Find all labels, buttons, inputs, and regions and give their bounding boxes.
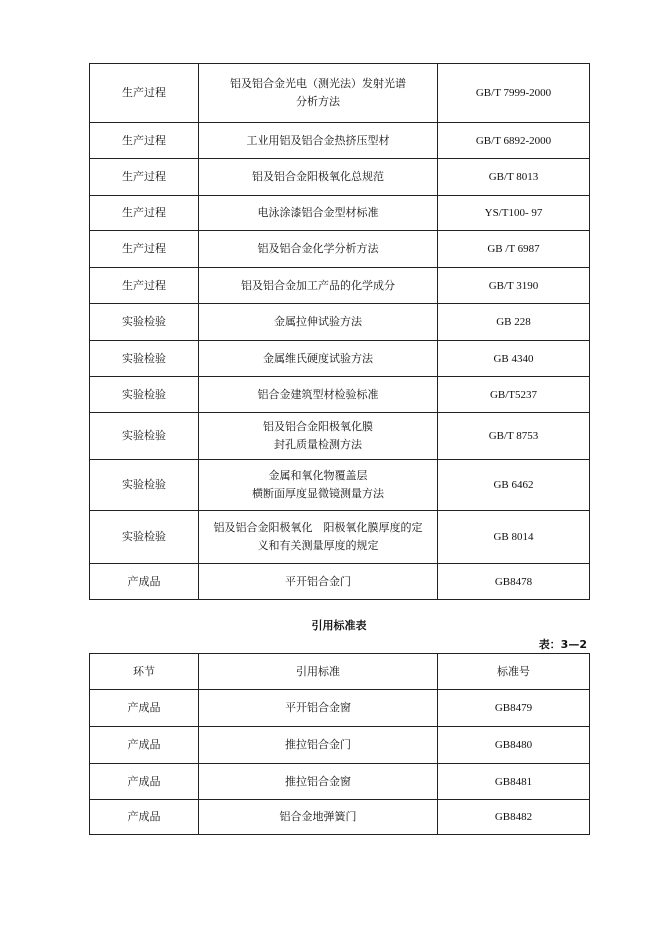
standard-name-line: 铝及铝合金阳极氧化总规范: [252, 170, 384, 183]
standard-name-line: 推拉铝合金窗: [285, 774, 351, 788]
standard-name-line: 金属和氧化物覆盖层: [268, 469, 368, 482]
standard-name-line: 分析方法: [296, 95, 340, 108]
table-row: [90, 268, 590, 304]
header-code: 标准号: [438, 654, 590, 690]
standard-name-cell: [199, 764, 438, 800]
standard-code-cell: GB/T5237: [438, 377, 590, 413]
standard-name-cell: [199, 690, 438, 727]
standard-code-cell: GB8479: [438, 690, 590, 727]
standard-name-line: 铝及铝合金化学分析方法: [257, 242, 379, 255]
stage-cell: 实验检验: [90, 341, 199, 377]
stage-cell: 实验检验: [90, 377, 199, 413]
standard-code-cell: GB/T 8753: [438, 413, 590, 460]
table-row: [90, 159, 590, 196]
standard-code-cell: GB/T 8013: [438, 159, 590, 196]
standard-name-cell: [199, 64, 438, 123]
stage-cell: 产成品: [90, 564, 199, 600]
table-number: 表：3—2: [538, 638, 587, 651]
standard-name-cell: [199, 564, 438, 600]
standard-name-line: 平开铝合金门: [285, 574, 351, 588]
table-header-row: [90, 654, 590, 690]
stage-cell: 产成品: [90, 764, 199, 800]
standard-code-cell: GB/T 6892-2000: [438, 123, 590, 159]
stage-cell: 实验检验: [90, 511, 199, 564]
standard-code-cell: GB/T 3190: [438, 268, 590, 304]
standard-name-line: 金属维氏硬度试验方法: [263, 351, 373, 365]
standard-code-cell: GB8478: [438, 564, 590, 600]
table-row: [90, 123, 590, 159]
standard-code-cell: GB /T 6987: [438, 231, 590, 268]
standard-name-line: 工业用铝及铝合金热挤压型材: [246, 133, 390, 147]
standard-code-cell: GB 6462: [438, 460, 590, 511]
standard-name-line: 铝合金建筑型材检验标准: [257, 387, 379, 401]
table-row: [90, 764, 590, 800]
standard-name-cell: [199, 341, 438, 377]
table-row: [90, 460, 590, 511]
table-row: [90, 64, 590, 123]
standard-code-cell: GB 4340: [438, 341, 590, 377]
standard-code-cell: GB 8014: [438, 511, 590, 564]
standard-name-cell: [199, 231, 438, 268]
stage-cell: 生产过程: [90, 268, 199, 304]
table-row: [90, 690, 590, 727]
standard-name-cell: [199, 460, 438, 511]
table-row: [90, 511, 590, 564]
standard-name-line: 推拉铝合金门: [285, 738, 351, 751]
stage-cell: 实验检验: [90, 413, 199, 460]
standard-name-cell: [199, 413, 438, 460]
referenced-standards-table: [89, 653, 590, 835]
stage-cell: 实验检验: [90, 304, 199, 341]
table-row: [90, 800, 590, 835]
standard-name-cell: [199, 268, 438, 304]
table-row: [90, 377, 590, 413]
stage-cell: 实验检验: [90, 460, 199, 511]
standard-name-cell: [199, 377, 438, 413]
stage-cell: 生产过程: [90, 231, 199, 268]
standard-name-line: 横断面厚度显微镜测量方法: [252, 487, 384, 500]
stage-cell: 生产过程: [90, 64, 199, 123]
table-row: [90, 413, 590, 460]
standard-code-cell: GB8482: [438, 800, 590, 835]
header-stage: 环节: [90, 654, 199, 690]
standard-name-line: 铝及铝合金光电（测光法）发射光谱: [230, 77, 406, 90]
standard-name-line: 电泳涂漆铝合金型材标准: [257, 206, 379, 219]
standard-name-line: 金属拉伸试验方法: [274, 315, 362, 328]
standard-code-cell: GB/T 7999-2000: [438, 64, 590, 123]
stage-cell: 生产过程: [90, 196, 199, 231]
standard-name-cell: [199, 304, 438, 341]
standards-table-continued: [89, 63, 590, 600]
standard-name-line: 铝合金地弹簧门: [279, 810, 357, 823]
table-row: [90, 196, 590, 231]
standard-name-cell: [199, 727, 438, 764]
standard-name-line: 铝及铝合金加工产品的化学成分: [241, 278, 395, 292]
standard-name-line: 封孔质量检测方法: [274, 438, 362, 451]
table-caption: 引用标准表: [311, 619, 367, 632]
standard-name-line: 义和有关测量厚度的规定: [257, 539, 379, 552]
standard-name-cell: [199, 159, 438, 196]
standard-name-cell: [199, 800, 438, 835]
standard-name-cell: [199, 123, 438, 159]
stage-cell: 生产过程: [90, 123, 199, 159]
standard-code-cell: GB8480: [438, 727, 590, 764]
standard-code-cell: GB8481: [438, 764, 590, 800]
standard-name-cell: [199, 196, 438, 231]
table-row: [90, 341, 590, 377]
standard-name-line: 铝及铝合金阳极氧化膜: [263, 420, 373, 433]
table-row: [90, 564, 590, 600]
table-row: [90, 304, 590, 341]
standard-code-cell: YS/T100- 97: [438, 196, 590, 231]
standard-name-line: 铝及铝合金阳极氧化 阳极氧化膜厚度的定: [213, 521, 423, 534]
header-standard: 引用标准: [199, 654, 438, 690]
standard-name-line: 平开铝合金窗: [285, 701, 351, 714]
table-row: [90, 727, 590, 764]
stage-cell: 产成品: [90, 727, 199, 764]
table-row: [90, 231, 590, 268]
standard-name-cell: [199, 511, 438, 564]
stage-cell: 生产过程: [90, 159, 199, 196]
standard-code-cell: GB 228: [438, 304, 590, 341]
stage-cell: 产成品: [90, 690, 199, 727]
stage-cell: 产成品: [90, 800, 199, 835]
